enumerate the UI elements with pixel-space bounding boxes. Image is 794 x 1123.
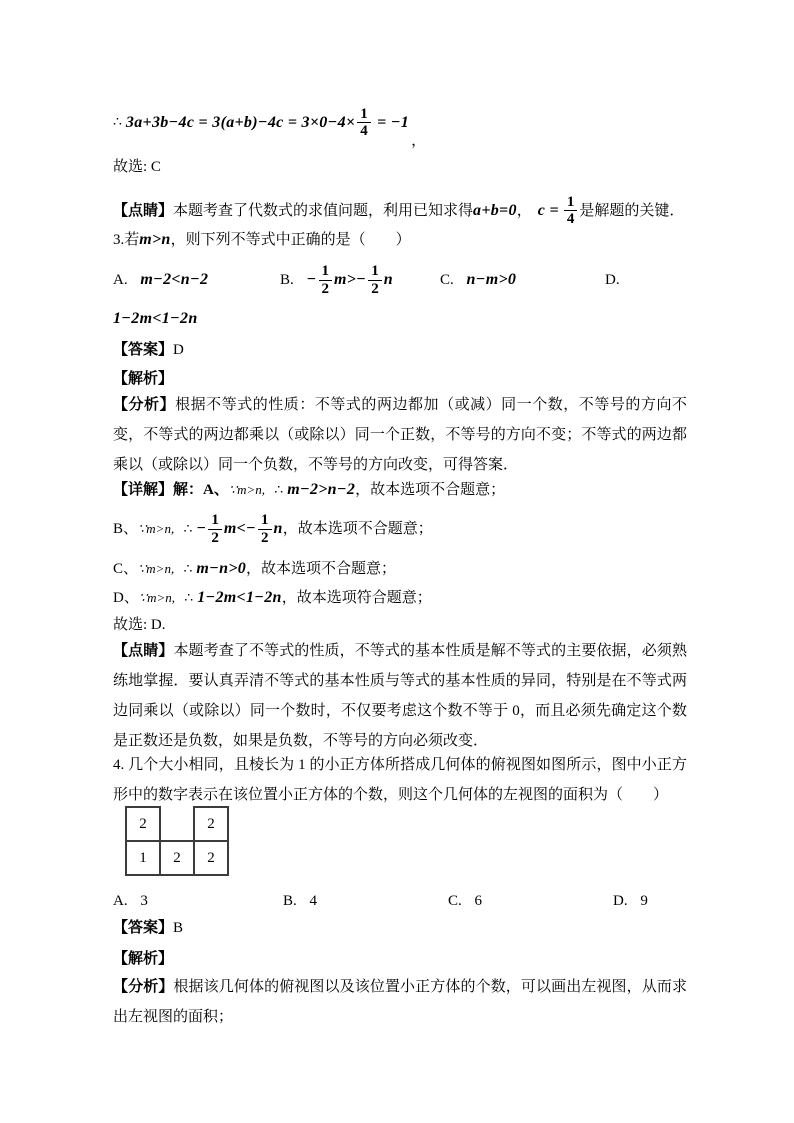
- option-b-neg: −: [306, 271, 317, 288]
- daan-tag: 【答案】: [113, 920, 174, 936]
- q2-remark-after: 是解题的关键．: [579, 202, 685, 219]
- option-a-value: 3: [140, 893, 148, 909]
- grid-cell-top-right: 2: [193, 806, 229, 842]
- detail-b-pre: B、: [113, 521, 139, 537]
- detail-b-mid: m<−: [223, 520, 257, 537]
- q2-remark-ab: a+b=0: [473, 201, 517, 219]
- q3-remark-paragraph: [113, 636, 687, 756]
- therefore-symbol: ∴: [274, 482, 284, 498]
- top-view-grid-diagram: [125, 806, 233, 878]
- fraction-one-half: $\frac{1}{2}$: [208, 512, 222, 546]
- fraction-one-half: $\frac{1}{2}$: [368, 263, 382, 297]
- q3-option-d-formula-line: [113, 306, 198, 332]
- q4-option-a: [113, 886, 283, 916]
- q3-stem: [113, 227, 411, 253]
- option-d-label: D.: [605, 271, 624, 288]
- option-a-formula: m−2<n−2: [140, 271, 209, 288]
- option-b-value: 4: [309, 893, 318, 909]
- option-a-label: A.: [113, 271, 132, 288]
- option-b-label: B.: [280, 271, 298, 288]
- because-condition: ∵m>n,: [138, 561, 178, 576]
- because-condition: ∵m>n,: [138, 521, 178, 536]
- q4-option-b: [283, 886, 448, 916]
- detail-b-post: ，故本选项不合题意；: [282, 521, 433, 537]
- detail-c-pre: C、: [113, 561, 139, 577]
- q4-fenxi-paragraph: [113, 972, 687, 1032]
- xiangjie-tag-and-pre: 【详解】解：A、: [113, 482, 229, 498]
- q3-detail-line-b: [113, 503, 433, 555]
- daan-tag: 【答案】: [113, 342, 174, 358]
- detail-b-end: n: [273, 520, 283, 537]
- grid-cell-bottom-2: 2: [159, 840, 195, 876]
- q4-jiexi-tag: 【解析】: [113, 951, 174, 967]
- q2-formula-line: [113, 95, 426, 150]
- q2-formula-step1: = 3(a+b)−4c: [198, 113, 288, 131]
- therefore-symbol: ∴: [183, 521, 193, 537]
- q3-option-a: [113, 271, 280, 289]
- option-b-mid: m>−: [334, 271, 367, 288]
- because-condition: ∵m>n,: [138, 590, 179, 605]
- comma: ，: [411, 133, 427, 149]
- option-a-label: A.: [113, 892, 132, 909]
- detail-a-post: ，故本选项不合题意；: [355, 482, 506, 498]
- q3-stem-pre: 若: [124, 232, 140, 248]
- q3-stem-condition: m>n: [139, 231, 171, 248]
- fraction-one-half: $\frac{1}{2}$: [258, 512, 272, 546]
- fenxi-tag: 【分析】: [113, 397, 176, 413]
- grid-cell-bottom-1: 1: [125, 840, 161, 876]
- q3-detail-line-a: [113, 477, 505, 503]
- q3-options-row: [113, 252, 687, 308]
- q3-option-b: [280, 263, 440, 297]
- q2-formula-step3: = −1: [372, 113, 410, 131]
- option-c-label: C.: [440, 271, 458, 288]
- therefore-symbol: ∴: [183, 561, 193, 577]
- q3-remark-text: 本题考查了不等式的性质，不等式的基本性质是解不等式的主要依据，必须熟练地掌握．要认真弄清不等式的基本性质与等式的基本性质的异同，特别是在不等式两边同乘以（或除以）同一个数时，不仅要考虑这个数不等于 0，而且必须先确定这个数是正数还是负数，如果是负数，不等号的方向必须改变．: [113, 643, 687, 749]
- q4-fenxi-text: 根据该几何体的俯视图以及该位置小正方体的个数，可以画出左视图，从而求出左视图的面积；: [113, 979, 687, 1025]
- q4-option-c: [448, 886, 613, 916]
- q2-remark-c-eq: c =: [537, 201, 559, 219]
- dianjing-tag: 【点睛】: [113, 643, 174, 659]
- q3-fenxi-paragraph: [113, 390, 687, 480]
- q3-detail-line-c: [113, 556, 396, 582]
- q3-number: 3.: [113, 232, 125, 248]
- grid-cell-bottom-3: 2: [193, 840, 229, 876]
- fenxi-tag: 【分析】: [113, 979, 174, 995]
- q3-choose-line: 故选: D.: [113, 617, 166, 633]
- q2-remark-before: 本题考查了代数式的求值问题，利用已知求得: [173, 202, 474, 219]
- q3-answer-value: D: [173, 342, 184, 358]
- fraction-one-fourth: $\frac{1}{4}$: [564, 194, 578, 228]
- detail-d-pre: D、: [113, 590, 139, 606]
- detail-b-neg: −: [196, 520, 207, 537]
- q3-stem-post: ，则下列不等式中正确的是（ ）: [170, 232, 411, 248]
- q2-formula-lhs: 3a+3b−4c: [125, 113, 199, 131]
- fraction-one-fourth: $\frac{1}{4}$: [357, 106, 371, 140]
- comma: ，: [516, 202, 532, 219]
- because-condition: ∵m>n,: [228, 482, 269, 497]
- q4-answer-line: [113, 915, 183, 941]
- fraction-one-half: $\frac{1}{2}$: [319, 263, 333, 297]
- q3-detail-line-d: [113, 585, 432, 611]
- option-c-value: 6: [474, 893, 483, 909]
- therefore-symbol: ∴: [113, 115, 122, 130]
- q3-answer-line: [113, 337, 184, 363]
- q4-option-d: [613, 886, 648, 916]
- option-d-formula: 1−2m<1−2n: [113, 310, 198, 327]
- therefore-symbol: ∴: [184, 590, 194, 606]
- q4-options-row: [113, 888, 687, 914]
- option-c-formula: n−m>0: [466, 271, 517, 288]
- detail-a-formula: m−2>n−2: [287, 481, 356, 498]
- dianjing-tag: 【点睛】: [113, 202, 174, 219]
- q2-formula-step2: = 3×0−4×: [287, 113, 356, 131]
- grid-cell-top-left: 2: [125, 806, 161, 842]
- detail-c-post: ，故本选项不合题意；: [246, 561, 397, 577]
- q3-option-c: [440, 271, 605, 289]
- option-d-label: D.: [613, 892, 632, 909]
- q4-stem: 4. 几个大小相同，且棱长为 1 的小正方体所搭成几何体的俯视图如图所示，图中小正方形中的数字表示在该位置小正方体的个数，则这个几何体的左视图的面积为（ ）: [113, 757, 687, 803]
- q2-choose-line: 故选: C: [113, 159, 161, 175]
- option-c-label: C.: [448, 892, 466, 909]
- q3-jiexi-tag: 【解析】: [113, 371, 174, 387]
- option-b-label: B.: [283, 892, 301, 909]
- option-d-value: 9: [640, 893, 648, 909]
- option-b-end: n: [383, 271, 393, 288]
- detail-c-formula: m−n>0: [196, 560, 247, 577]
- detail-d-formula: 1−2m<1−2n: [197, 589, 282, 606]
- q3-fenxi-text: 根据不等式的性质：不等式的两边都加（或减）同一个数，不等号的方向不变，不等式的两边都乘以（或除以）同一个正数，不等号的方向不变；不等式的两边都乘以（或除以）同一个负数，不等号的方向改变，可得答案．: [113, 397, 687, 473]
- detail-d-post: ，故本选项符合题意；: [281, 590, 432, 606]
- q3-option-d: [605, 272, 632, 289]
- q4-answer-value: B: [173, 920, 184, 936]
